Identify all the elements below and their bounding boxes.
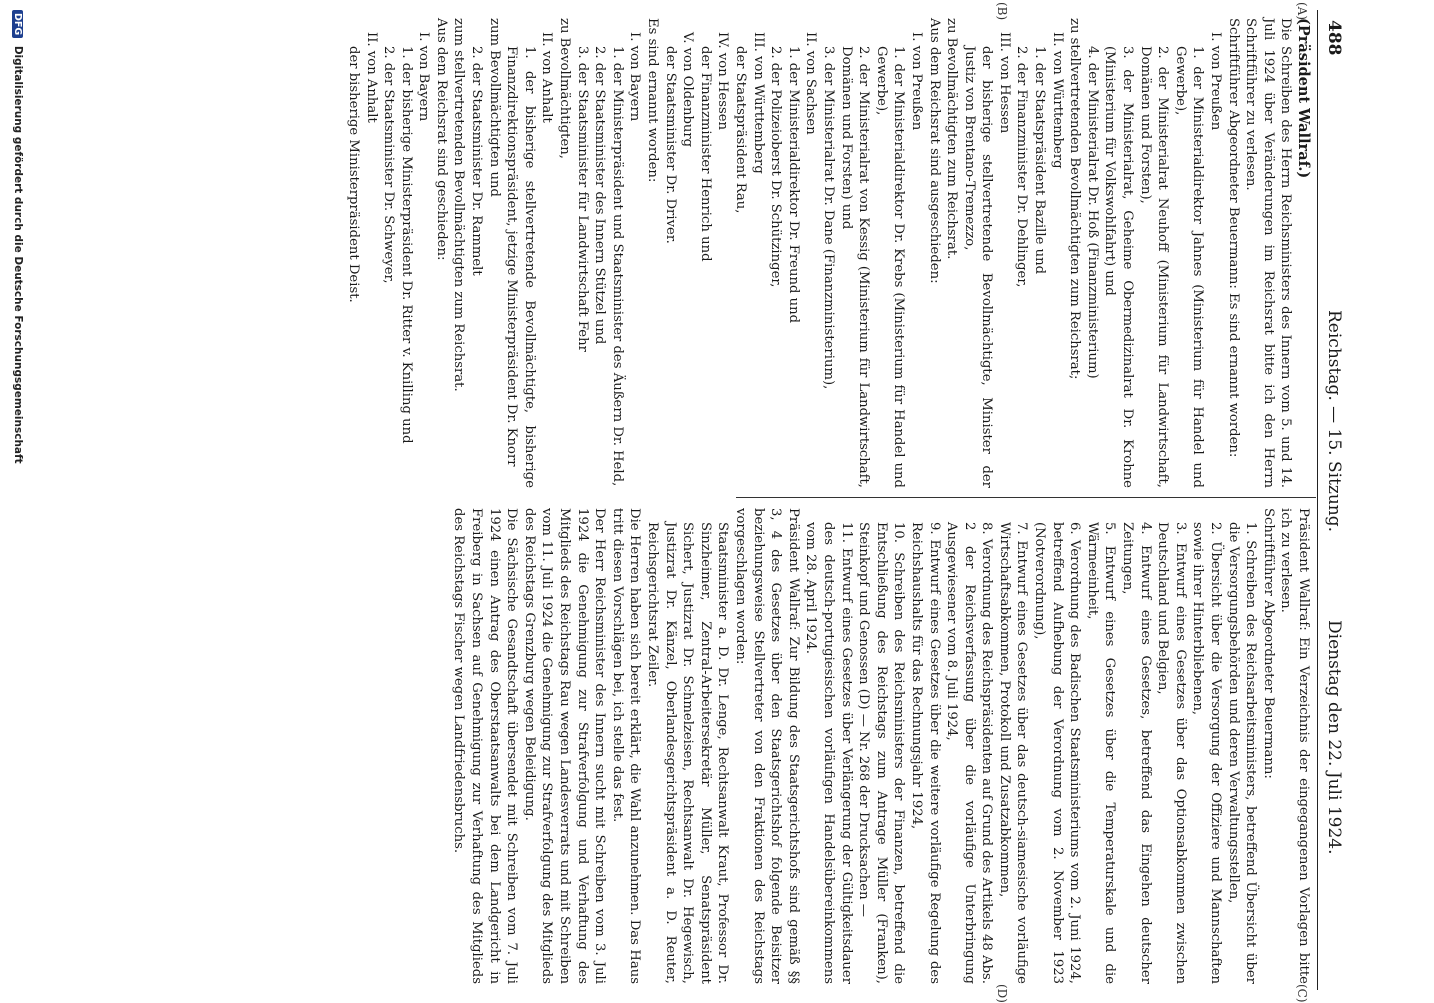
left-paragraph: 2. der Ministerialrat Neuhoff (Ministerium für Landwirtschaft, Domänen und Forsten), bbox=[1137, 46, 1171, 488]
right-paragraph: 8. Verordnung des Reichspräsidenten auf Grund des Artikels 48 Abs. 2 der Reichsverfassung über die vorläufige Unterbringung Ausgewiesener vom 8. Juli 1924, bbox=[944, 522, 995, 984]
left-paragraph: 2. der Ministerialrat von Kessig (Ministerium für Landwirtschaft, Domänen und Forsten) und bbox=[838, 46, 872, 488]
left-paragraph: 1. der Ministerialdirektor Dr. Krebs (Ministerium für Handel und Gewerbe), bbox=[873, 46, 907, 488]
left-paragraph: der Staatspräsident Rau, bbox=[733, 46, 748, 214]
left-paragraph: 1. der bisherige Ministerpräsident Dr. Ritter v. Knilling und bbox=[398, 46, 414, 444]
left-paragraph: zum stellvertretenden Bevollmächtigten zum Reichsrat. bbox=[451, 18, 467, 392]
left-paragraph: II. von Anhalt bbox=[539, 32, 555, 123]
right-paragraph: 4. Entwurf eines Gesetzes, betreffend das Eingehen deutscher Zeitungen, bbox=[1120, 522, 1153, 984]
footer-credit bbox=[6, 10, 24, 990]
left-paragraph: IV. von Hessen bbox=[715, 32, 731, 131]
left-paragraph: 2. der Staatsminister Dr. Rammelt bbox=[469, 46, 485, 276]
left-paragraph: Aus dem Reichsrat sind ausgeschieden: bbox=[926, 18, 942, 284]
right-paragraph: Die Herren haben sich bereit erklärt, die Wahl anzunehmen. Das Haus tritt diesen Vorschlägen bei, ich stelle das fest. bbox=[609, 508, 643, 984]
left-paragraph: II. von Sachsen bbox=[803, 32, 819, 135]
right-paragraph: 1. Schreiben des Reichsarbeitsministers, betreffend Übersicht über die Versorgungsbehörden und deren Verwaltungsstellen, bbox=[1225, 522, 1259, 984]
left-paragraph: Die Schreiben des Herrn Reichsministers des Innern vom 5. und 14. Juli 1924 über Veränderungen im Reichsrat bitte ich den Herrn Schriftführer zu verlesen. bbox=[1243, 18, 1294, 488]
margin-mark-b: (B) bbox=[995, 2, 1009, 21]
right-paragraph: Präsident Wallraf: Zur Bildung des Staatsgerichtshofs sind gemäß §§ 3, 4 des Gesetzes über den Staatsgerichtshof folgende Beisitzer beziehungsweise Stellvertreter von den Fraktionen des Reichstags vorgeschlagen worden: bbox=[733, 508, 801, 984]
session-title: Reichstag. — 15. Sitzung. bbox=[1324, 310, 1344, 533]
left-paragraph: zu Bevollmächtigten zum Reichsrat. bbox=[944, 18, 960, 260]
margin-mark-d: (D) bbox=[995, 984, 1009, 1003]
left-paragraph: 1. der Ministerpräsident und Staatsminister des Äußern Dr. Held, bbox=[609, 46, 625, 487]
right-paragraph: 7. Entwurf eines Gesetzes über das deutsch-siamesische vorläufige Wirtschaftsabkommen, Protokoll und Zusatzabkommen, bbox=[996, 522, 1030, 984]
left-paragraph: III. von Hessen bbox=[996, 32, 1012, 134]
left-column bbox=[344, 18, 1312, 488]
page-number: 488 bbox=[1324, 20, 1344, 56]
left-paragraph: 2. der Staatsminister des Innern Stützel und bbox=[592, 46, 608, 345]
left-paragraph: I. von Bayern bbox=[627, 32, 643, 122]
margin-mark-c: (C) bbox=[1295, 984, 1309, 1003]
left-paragraph: 1. der Ministerialdirektor Dr. Freund und bbox=[785, 46, 801, 324]
left-paragraph: zu stellvertretenden Bevollmächtigten zum Reichsrat; bbox=[1067, 18, 1083, 380]
left-paragraph: 4. der Ministerialrat Dr. Hoß (Finanzministerium) bbox=[1084, 46, 1100, 379]
left-paragraph: 2. der Finanzminister Dr. Dehlinger, bbox=[1014, 46, 1030, 288]
column-divider bbox=[736, 497, 1316, 498]
left-paragraph: I. von Bayern bbox=[416, 32, 432, 122]
right-paragraph: 9. Entwurf eines Gesetzes über die weitere vorläufige Regelung des Reichshaushalts für das Rechnungsjahr 1924, bbox=[908, 522, 942, 984]
right-paragraph: Staatsminister a. D. Dr. Lenge, Rechtsanwalt Kraut, Professor Dr. Sinzheimer, Zentral-Arbeitersekretär Müller, Senatspräsident Sichert, Justizrat Dr. Schmelzeisen, Rechtsanwalt Dr. Hegewisch, Justizrat Dr. Känzel, Oberlandesgerichtspräsident a. D. Reuter, Reichsgerichtsrat Zeiler. bbox=[645, 522, 731, 984]
left-paragraph: der bisherige Ministerpräsident Deist. bbox=[345, 46, 361, 303]
right-paragraph: 5. Entwurf eines Gesetzes über die Temperaturskale und die Wärmeeinheit, bbox=[1084, 522, 1118, 984]
margin-mark-a: (A) bbox=[1295, 2, 1309, 21]
left-paragraph: zum Bevollmächtigten und bbox=[486, 18, 502, 197]
left-paragraph: 2. der Polizeioberst Dr. Schützinger, bbox=[768, 46, 784, 288]
left-paragraph: II. von Württemberg bbox=[1049, 32, 1065, 169]
left-paragraph: 2. der Staatsminister Dr. Schweyer, bbox=[381, 46, 397, 284]
right-paragraph: Schriftführer Abgeordneter Beuermann: bbox=[1260, 508, 1276, 779]
left-paragraph: der Staatsminister Dr. Driver. bbox=[662, 46, 678, 244]
left-paragraph: Es sind ernannt worden: bbox=[645, 18, 661, 183]
left-paragraph: Aus dem Reichsrat sind geschieden: bbox=[433, 18, 449, 261]
left-paragraph: I. von Preußen bbox=[1208, 32, 1224, 131]
page-header bbox=[1317, 10, 1346, 990]
footer-text: Digitalisierung gefördert durch die Deutsche Forschungsgemeinschaft bbox=[12, 45, 24, 464]
left-paragraph: II. von Anhalt bbox=[363, 32, 379, 123]
right-paragraph: 6. Verordnung des Badischen Staatsministeriums vom 2. Juni 1924, betreffend Aufhebung der Verordnung vom 2. November 1923 (Notverordnung), bbox=[1032, 522, 1083, 984]
right-column bbox=[450, 508, 1312, 984]
right-paragraph: 11. Entwurf eines Gesetzes über Verlängerung der Gültigkeitsdauer des deutsch-portugiesischen vorläufigen Handelsübereinkommens vom 28. April 1924. bbox=[803, 522, 854, 984]
left-paragraph: V. von Oldenburg bbox=[680, 32, 696, 148]
session-date: Dienstag den 22. Juli 1924. bbox=[1324, 620, 1344, 855]
right-paragraph: 10. Schreiben des Reichsministers der Finanzen, betreffend die Entschließung des Reichstags zum Antrage Müller (Franken), Steinkopf und Genossen (D) — Nr. 268 der Drucksachen — bbox=[856, 522, 907, 984]
left-paragraph: der Finanzminister Henrich und bbox=[697, 46, 713, 262]
left-paragraph: III. von Württemberg bbox=[750, 32, 766, 174]
left-paragraph: (Präsident Wallraf.) bbox=[1295, 18, 1312, 179]
right-paragraph: 2. Übersicht über die Versorgung der Offiziere und Mannschaften sowie ihrer Hinterbliebenen, bbox=[1190, 522, 1224, 984]
left-paragraph: 3. der Staatsminister für Landwirtschaft Fehr bbox=[574, 46, 590, 352]
left-paragraph: 1. der bisherige stellvertretende Bevollmächtigte, bisherige Finanzdirektionspräsident, jetzige Ministerpräsident Dr. Knorr bbox=[504, 46, 537, 488]
left-paragraph: 3. der Ministerialrat, Geheime Obermedizinalrat Dr. Krohne (Ministerium für Volkswohlfahrt) und bbox=[1102, 46, 1136, 488]
right-paragraph: Präsident Wallraf: Ein Verzeichnis der eingegangenen Vorlagen bitte ich zu verlesen. bbox=[1278, 508, 1311, 984]
left-paragraph: I. von Preußen bbox=[908, 32, 924, 131]
left-paragraph: zu Bevollmächtigten, bbox=[557, 18, 573, 159]
left-paragraph: 1. der Ministerialdirektor Jahnes (Ministerium für Handel und Gewerbe), bbox=[1172, 46, 1206, 488]
dfg-logo: DFG bbox=[12, 10, 23, 38]
right-paragraph: 3. Entwurf eines Gesetzes über das Optionsabkommen zwischen Deutschland und Belgien, bbox=[1155, 522, 1188, 984]
left-paragraph: der bisherige stellvertretende Bevollmächtigte, Minister der Justiz von Brentano-Tremezzo, bbox=[961, 46, 995, 488]
right-paragraph: Der Herr Reichsminister des Innern sucht mit Schreiben vom 3. Juli 1924 die Genehmigung zur Strafverfolgung und Verhaftung des Mitglieds des Reichstags Rau wegen Landesverrats und mit Schreiben vom 11. Juli 1924 die Genehmigung zur Strafverfolgung des Mitglieds des Reichstags Grenzburg wegen Beleidigung. bbox=[521, 508, 608, 984]
left-paragraph: Schriftführer Abgeordneter Beuermann: Es sind ernannt worden: bbox=[1225, 18, 1241, 458]
left-paragraph: 1. der Staatspräsident Bazille und bbox=[1032, 46, 1048, 275]
right-paragraph: Die Sächsische Gesandtschaft übersendet mit Schreiben vom 7. Juli 1924 einen Antrag des Oberstaatsanwalts bei dem Landgericht in Freiberg in Sachsen auf Genehmigung zur Verhaftung des Mitglieds des Reichstags Fischer wegen Landfriedensbruchs. bbox=[451, 508, 520, 984]
left-paragraph: 3. der Ministerialrat Dr. Dane (Finanzministerium), bbox=[820, 46, 836, 390]
